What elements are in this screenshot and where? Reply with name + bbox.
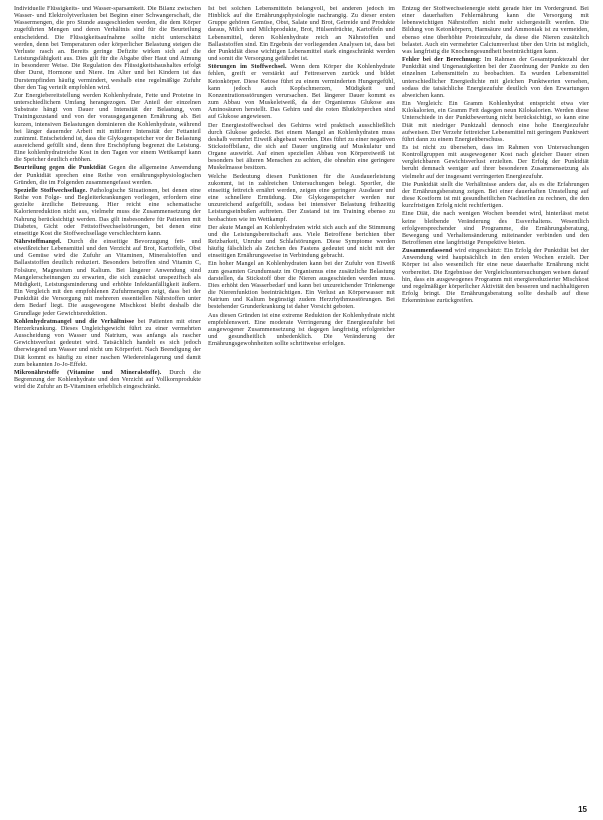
paragraph bbox=[208, 313, 395, 349]
paragraph-text: Gegen die allgemeine Anwendung der Punktdiät sprechen eine Reihe von ernährungsphysiologischen Gründen, die im Folgenden zusammengefasst werden. bbox=[14, 165, 201, 186]
paragraph bbox=[208, 64, 395, 121]
paragraph-text: Wenn dem Körper die Kohlenhydrate fehlen, greift er verstärkt auf Fettreserven zurück und bildet Ketonkörper. Diese Ketose führt zu einem verminderten Hungergefühl, kann jedoch auch Kopfschmerzen, Müdigkeit und Konzentrationsstörungen verursachen. Bei längerer Dauer kommt es zum Abbau von Muskeleiweiß, da der Organismus Glukose aus Aminosäuren herstellt. Das Gehirn und die roten Blutkörperchen sind auf Glukose angewiesen. bbox=[208, 64, 395, 121]
paragraph-text: Im Rahmen der Gesamtpunktezahl der Punktdiät sind Ungenauigkeiten bei der Zuordnung der Punkte zu den einzelnen Lebensmitteln zu beobachten. Es wurden Lebensmittel unterschiedlicher Energiedichte mit gleichen Punktwerten versehen, sodass die tatsächliche Energiezufuhr deutlich von den Erwartungen abweichen kann. bbox=[402, 57, 589, 99]
column-2 bbox=[208, 6, 395, 796]
column-3 bbox=[402, 6, 589, 796]
paragraph bbox=[402, 182, 589, 211]
paragraph bbox=[14, 6, 201, 92]
paragraph bbox=[208, 6, 395, 63]
paragraph-text: Aus diesen Gründen ist eine extreme Reduktion der Kohlenhydrate nicht empfehlenswert. Eine moderate Verringerung der Energiezufuhr bei ausgewogener Zusammensetzung ist dagegen langfristig erfolgreicher und gesundheitlich unbedenklich. Die Veränderung der Ernährungsgewohnheiten sollte schrittweise erfolgen. bbox=[208, 312, 395, 348]
paragraph bbox=[208, 174, 395, 224]
paragraph bbox=[208, 261, 395, 311]
paragraph bbox=[208, 225, 395, 261]
paragraph bbox=[14, 319, 201, 369]
paragraph-text: Durch die einseitige Bevorzugung fett- und eiweißreicher Lebensmittel und den Verzicht auf Brot, Kartoffeln, Obst und Gemüse wird die Zufuhr an Vitaminen, Mineralstoffen und Ballaststoffen deutlich reduziert. Besonders betroffen sind Vitamin C, Folsäure, Magnesium und Kalium. Bei längerer Anwendung sind Mangelerscheinungen zu erwarten, die sich zunächst unspezifisch als Müdigkeit, Leistungsminderung und erhöhte Infektanfälligkeit äußern. Ein Vergleich mit den empfohlenen Zufuhrmengen zeigt, dass bei der Punktdiät die Versorgung mit mehreren essentiellen Nährstoffen unter dem Bedarf liegt. Die ausgewogene Mischkost bleibt deshalb die Grundlage jeder Gewichtsreduktion. bbox=[14, 239, 201, 317]
paragraph bbox=[402, 6, 589, 56]
paragraph bbox=[14, 93, 201, 165]
text-columns bbox=[14, 6, 593, 796]
paragraph-text: Der akute Mangel an Kohlenhydraten wirkt sich auch auf die Stimmung und die Leistungsbereitschaft aus. Viele Betroffene berichten über Reizbarkeit, Unruhe und Schlafstörungen. Diese Symptome werden häufig fälschlich als Zeichen des Fastens gedeutet und nicht mit der einseitigen Ernährungsweise in Verbindung gebracht. bbox=[208, 224, 395, 260]
paragraph bbox=[402, 145, 589, 181]
paragraph bbox=[14, 239, 201, 318]
paragraph-text: Die Punktdiät stellt die Verhältnisse anders dar, als es die Erfahrungen der Ernährungsberatung zeigen. Bei einer dauerhaften Umstellung auf diese Kostform ist mit gesundheitlichen Nachteilen zu rechnen, die den kurzfristigen Erfolg nicht rechtfertigen. bbox=[402, 181, 589, 210]
paragraph-text: bei Patienten mit einer Herzerkrankung. Dieses Ungleichgewicht führt zu einer vermehrten Ausscheidung von Wasser und Natrium, was anfangs als rascher Gewichtsverlust gedeutet wird. Tatsächlich handelt es sich jedoch überwiegend um Wasser und nicht um Körperfett. Nach Beendigung der Diät kommt es häufig zu einer raschen Wiedereinlagerung und damit zum bekannten Jo-Jo-Effekt. bbox=[14, 318, 201, 368]
paragraph-text: Ein hoher Mangel an Kohlenhydraten kann bei der Zufuhr von Eiweiß zum gesamten Grundumsatz im Organismus eine zusätzliche Belastung darstellen, da Stickstoff über die Nieren ausgeschieden werden muss. Dies erhöht den Wasserbedarf und kann bei unzureichender Trinkmenge die Nierenfunktion beeinträchtigen. Ein Verlust an Körperwasser mit Natrium und Kalium begünstigt zudem Herzrhythmusstörungen. Bei bestehender Grunderkrankung ist daher Vorsicht geboten. bbox=[208, 261, 395, 311]
paragraph-text: Ein Vergleich: Ein Gramm Kohlenhydrat entspricht etwa vier Kilokalorien, ein Gramm Fett dagegen neun Kilokalorien. Werden diese Unterschiede in der Punktbewertung nicht berücksichtigt, so kann eine Diät mit niedriger Punktzahl dennoch eine hohe Energiezufuhr aufweisen. Der Verzehr fettreicher Lebensmittel mit geringem Punktwert führt dann zu einem Energieüberschuss. bbox=[402, 101, 589, 143]
paragraph bbox=[402, 101, 589, 144]
paragraph bbox=[208, 123, 395, 173]
paragraph-heading: Beurteilung gegen die Punktdiät bbox=[14, 165, 107, 172]
page-number: 15 bbox=[578, 805, 587, 814]
paragraph-heading: Spezielle Stoffwechsellage. bbox=[14, 187, 88, 194]
paragraph-text: wird eingeschätzt: Ein Erfolg der Punktdiät bei der Anwendung wird hauptsächlich in den ersten Wochen erzielt. Der Körper ist also wesentlich für eine neue dauerhafte Ernährung nicht vorbereitet. Die Ergebnisse der Vergleichsuntersuchungen weisen darauf hin, dass ein ausgewogenes Programm mit energiereduzierter Mischkost und regelmäßiger körperlicher Aktivität den besseren und nachhaltigeren Erfolg bringt. Die Ernährungsberatung sollte deshalb auf diese Erkenntnisse zurückgreifen. bbox=[402, 248, 589, 305]
paragraph bbox=[14, 165, 201, 186]
paragraph-text: Der Energiestoffwechsel des Gehirns wird praktisch ausschließlich durch Glukose gedeckt. Bei einem Mangel an Kohlenhydraten muss deshalb vermehrt Eiweiß abgebaut werden. Dies führt zu einer negativen Stickstoffbilanz, die sich auf Dauer ungünstig auf Muskulatur und Organe auswirkt. Auf einen speziellen Abbau von Körpereiweiß ist besonders bei älteren Menschen zu achten, die ohnehin eine geringere Muskelmasse besitzen. bbox=[208, 122, 395, 172]
paragraph-text: Individuelle Flüssigkeits- und Wasser-sparsamkeit. Die Bilanz zwischen Wasser- und Elektrolytverlusten bei Beginn einer Schwangerschaft, die Wassermengen, die pro Stunde ausgeschieden werden, die dem Körper zugeführten Mengen und deren Verhältnis sind für die Beurteilung entscheidend. Die Flüssigkeitsaufnahme sollte nicht unterschätzt werden, denn bei Temperaturen oder körperlicher Belastung steigen die Verluste rasch an. Bereits geringe Defizite wirken sich auf die Leistungsfähigkeit aus. Dies gilt für die Abgabe über Haut und Atmung in besonderer Weise. Die Regulation des Flüssigkeitshaushaltes erfolgt über Durst, Hormone und Niere. Im Alter und bei Kindern ist das Durstempfinden häufig vermindert, weshalb eine regelmäßige Zufuhr über den Tag verteilt empfohlen wird. bbox=[14, 6, 201, 91]
column-1 bbox=[14, 6, 201, 796]
paragraph-text: Entzug der Stoffwechselenergie steht gerade hier im Vordergrund. Bei einer dauerhaften Fehlernährung kann die Versorgung mit lebenswichtigen Nährstoffen nicht mehr sichergestellt werden. Die Bildung von Ketonkörpern, Harnsäure und Ammoniak ist zu vermeiden, ebenso eine überhöhte Proteinzufuhr, da diese die Nieren zusätzlich belastet. Auch ein vermehrter Calciumverlust über den Urin ist möglich, was langfristig die Knochengesundheit beeinträchtigen kann. bbox=[402, 6, 589, 55]
paragraph-text: Welche Bedeutung diesen Funktionen für die Ausdauerleistung zukommt, ist in zahlreichen Untersuchungen belegt. Sportler, die einseitig fettreich ernährt werden, zeigen eine geringere Ausdauer und eine schnellere Ermüdung. Die Glykogenspeicher werden nur unzureichend aufgefüllt, sodass bei intensiver Belastung frühzeitig Leistungseinbußen auftreten. Der Zustand ist im Training ebenso zu beobachten wie im Wettkampf. bbox=[208, 173, 395, 223]
paragraph-heading: Störungen im Stoffwechsel. bbox=[208, 64, 287, 71]
paragraph bbox=[14, 188, 201, 238]
paragraph-heading: Nährstoffmangel. bbox=[14, 239, 62, 245]
paragraph bbox=[402, 57, 589, 100]
paragraph-text: Durch die Begrenzung der Kohlenhydrate und den Verzicht auf Vollkornprodukte wird die Zufuhr an B-Vitaminen erheblich eingeschränkt. bbox=[14, 369, 201, 391]
paragraph bbox=[402, 211, 589, 247]
paragraph-text: Ist bei solchen Lebensmitteln belangvoll, bei anderen jedoch im Hinblick auf die Ernährungsphysiologie nachrangig. Zu dieser ersten Gruppe gehören Gemüse, Obst, Salate und Brot, Getreide und Produkte daraus, Milch und Milchprodukte, Brot, Hülsenfrüchte, Kartoffeln und Lebensmittel, deren Kohlenhydrate reich an Nährstoffen und Ballaststoffen sind. Ein Ergebnis der vorliegenden Analysen ist, dass bei der Punktdiät diese wichtigen Lebensmittel stark eingeschränkt werden und somit die Versorgung gefährdet ist. bbox=[208, 6, 395, 63]
paragraph-text: Es ist nicht zu übersehen, dass im Rahmen von Untersuchungen Kontrollgruppen mit ausgewogener Kost nach gleicher Dauer einen vergleichbaren Gewichtsverlust erzielten. Der Erfolg der Punktdiät beruht demnach weniger auf ihrer besonderen Zusammensetzung als vielmehr auf der insgesamt verringerten Energiezufuhr. bbox=[402, 144, 589, 180]
paragraph-text: Pathologische Situationen, bei denen eine Reihe von Folge- und Begleiterkrankungen vorliegen, erfordern eine gezielte ärztliche Betreuung. Hier reicht eine schematische Kalorienreduktion nicht aus, vielmehr muss die Zusammensetzung der Nahrung berücksichtigt werden. Das gilt insbesondere für Patienten mit Diabetes, Gicht oder Fettstoffwechselstörungen, bei denen eine einseitige Kost die Stoffwechsellage verschlechtern kann. bbox=[14, 187, 201, 237]
paragraph-heading: Zusammenfassend bbox=[402, 248, 453, 255]
paragraph-text: Zur Energiebereitstellung werden Kohlenhydrate, Fette und Proteine in unterschiedlichem Umfang herangezogen. Der Anteil der einzelnen Substrate hängt von Dauer und Intensität der Belastung, vom Trainingszustand und von der vorausgegangenen Ernährung ab. Bei kurzen, intensiven Belastungen dominieren die Kohlenhydrate, während bei länger dauernder Arbeit mit mittlerer Intensität der Fettanteil zunimmt. Entscheidend ist, dass die Glykogenspeicher vor der Belastung ausreichend gefüllt sind, denn ihre Erschöpfung begrenzt die Leistung. Eine kohlenhydratreiche Kost in den Tagen vor einem Wettkampf kann die Speicher deutlich erhöhen. bbox=[14, 92, 201, 164]
paragraph bbox=[402, 248, 589, 305]
paragraph-text: Eine Diät, die nach wenigen Wochen beendet wird, hinterlässt meist keine bleibende Veränderung des Essverhaltens. Wesentlich erfolgversprechender sind Programme, die Ernährungsberatung, Bewegung und Verhaltensänderung miteinander verbinden und den Betroffenen eine langfristige Perspektive bieten. bbox=[402, 211, 589, 246]
paragraph-heading: Kohlenhydratmangel und die Verhältnisse bbox=[14, 318, 135, 325]
paragraph-heading: Fehler bei der Berechnung: bbox=[402, 57, 482, 64]
paragraph bbox=[14, 370, 201, 391]
paragraph-heading: Mikronährstoffe (Vitamine und Mineralstoffe). bbox=[14, 369, 162, 376]
